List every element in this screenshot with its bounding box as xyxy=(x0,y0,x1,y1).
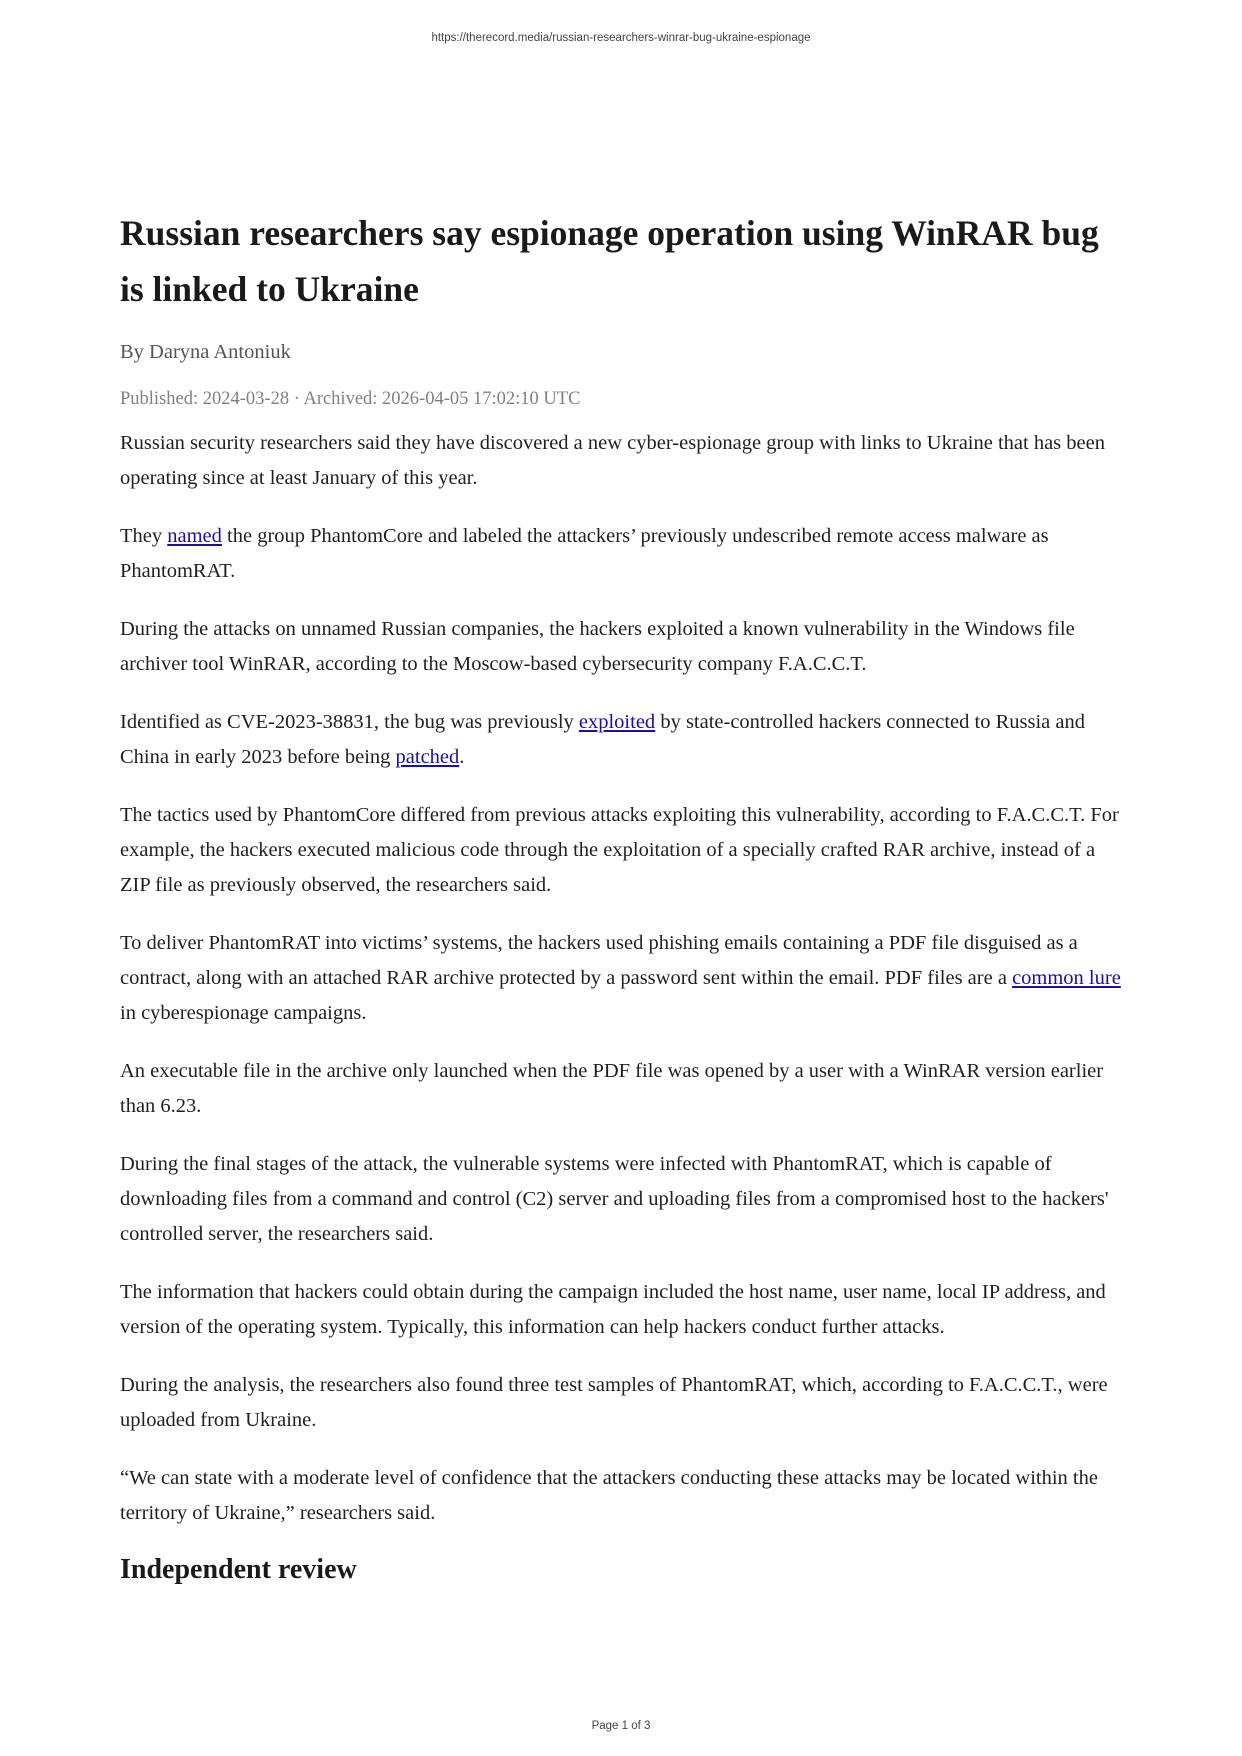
paragraph-2 xyxy=(120,519,1130,589)
exploited-link[interactable]: exploited xyxy=(578,711,656,733)
paragraph-7: An executable file in the archive only launched when the PDF file was opened by a user with a WinRAR version earlier than 6.23. xyxy=(120,1060,1104,1117)
paragraph-8: During the final stages of the attack, the vulnerable systems were infected with PhantomRAT, which is capable of downloading files from a command and control (C2) server and uploading files from a compromised host to the hackers' controlled server, the researchers said. xyxy=(120,1153,1109,1245)
article-meta: Published: 2024-03-28 · Archived: 2026-04-05 17:02:10 UTC xyxy=(120,389,581,409)
section-heading: Independent review xyxy=(120,1554,357,1585)
article-title: Russian researchers say espionage operation using WinRAR bug is linked to Ukraine xyxy=(120,213,1099,309)
paragraph-5: The tactics used by PhantomCore differed from previous attacks exploiting this vulnerability, according to F.A.C.C.T. For example, the hackers executed malicious code through the exploitation of a specially crafted RAR archive, instead of a ZIP file as previously observed, the researchers said. xyxy=(120,804,1119,896)
page-url: https://therecord.media/russian-researchers-winrar-bug-ukraine-espionage xyxy=(431,32,811,44)
paragraph-4-text-after: . xyxy=(459,746,465,768)
patched-link[interactable]: patched xyxy=(395,746,460,768)
article-byline: By Daryna Antoniuk xyxy=(120,341,291,363)
paragraph-6-text-before: To deliver PhantomRAT into victims’ systems, the hackers used phishing emails containing a PDF file disguised as a contract, along with an attached RAR archive protected by a password sent within the email. PDF files are a xyxy=(120,932,1078,989)
paragraph-10: During the analysis, the researchers also found three test samples of PhantomRAT, which, according to F.A.C.C.T., were uploaded from Ukraine. xyxy=(120,1374,1108,1431)
paragraph-9: The information that hackers could obtain during the campaign included the host name, user name, local IP address, and version of the operating system. Typically, this information can help hackers conduct further attacks. xyxy=(120,1281,1106,1338)
common-lure-link[interactable]: common lure xyxy=(1012,967,1121,989)
paragraph-6-text-after: in cyberespionage campaigns. xyxy=(120,1002,367,1024)
paragraph-3: During the attacks on unnamed Russian companies, the hackers exploited a known vulnerability in the Windows file archiver tool WinRAR, according to the Moscow-based cybersecurity company F.A.C.C.T. xyxy=(120,618,1075,675)
page-number: Page 1 of 3 xyxy=(591,1720,651,1732)
named-link[interactable]: named xyxy=(167,525,222,547)
paragraph-1: Russian security researchers said they have discovered a new cyber-espionage group with links to Ukraine that has been operating since at least January of this year. xyxy=(120,432,1105,489)
paragraph-2-text-before: They xyxy=(120,525,168,547)
paragraph-4-text-middle: by state-controlled hackers connected to Russia and China in early 2023 before being xyxy=(120,711,1085,768)
paragraph-4-text-before: Identified as CVE-2023-38831, the bug was previously xyxy=(120,711,579,733)
article xyxy=(120,205,1130,1590)
paragraph-4 xyxy=(120,705,1130,775)
paragraph-2-text-after: the group PhantomCore and labeled the attackers’ previously undescribed remote access malware as PhantomRAT. xyxy=(120,525,1049,582)
article-body xyxy=(120,426,1130,1590)
paragraph-6 xyxy=(120,926,1130,1031)
paragraph-11: “We can state with a moderate level of confidence that the attackers conducting these attacks may be located within the territory of Ukraine,” researchers said. xyxy=(120,1467,1098,1524)
